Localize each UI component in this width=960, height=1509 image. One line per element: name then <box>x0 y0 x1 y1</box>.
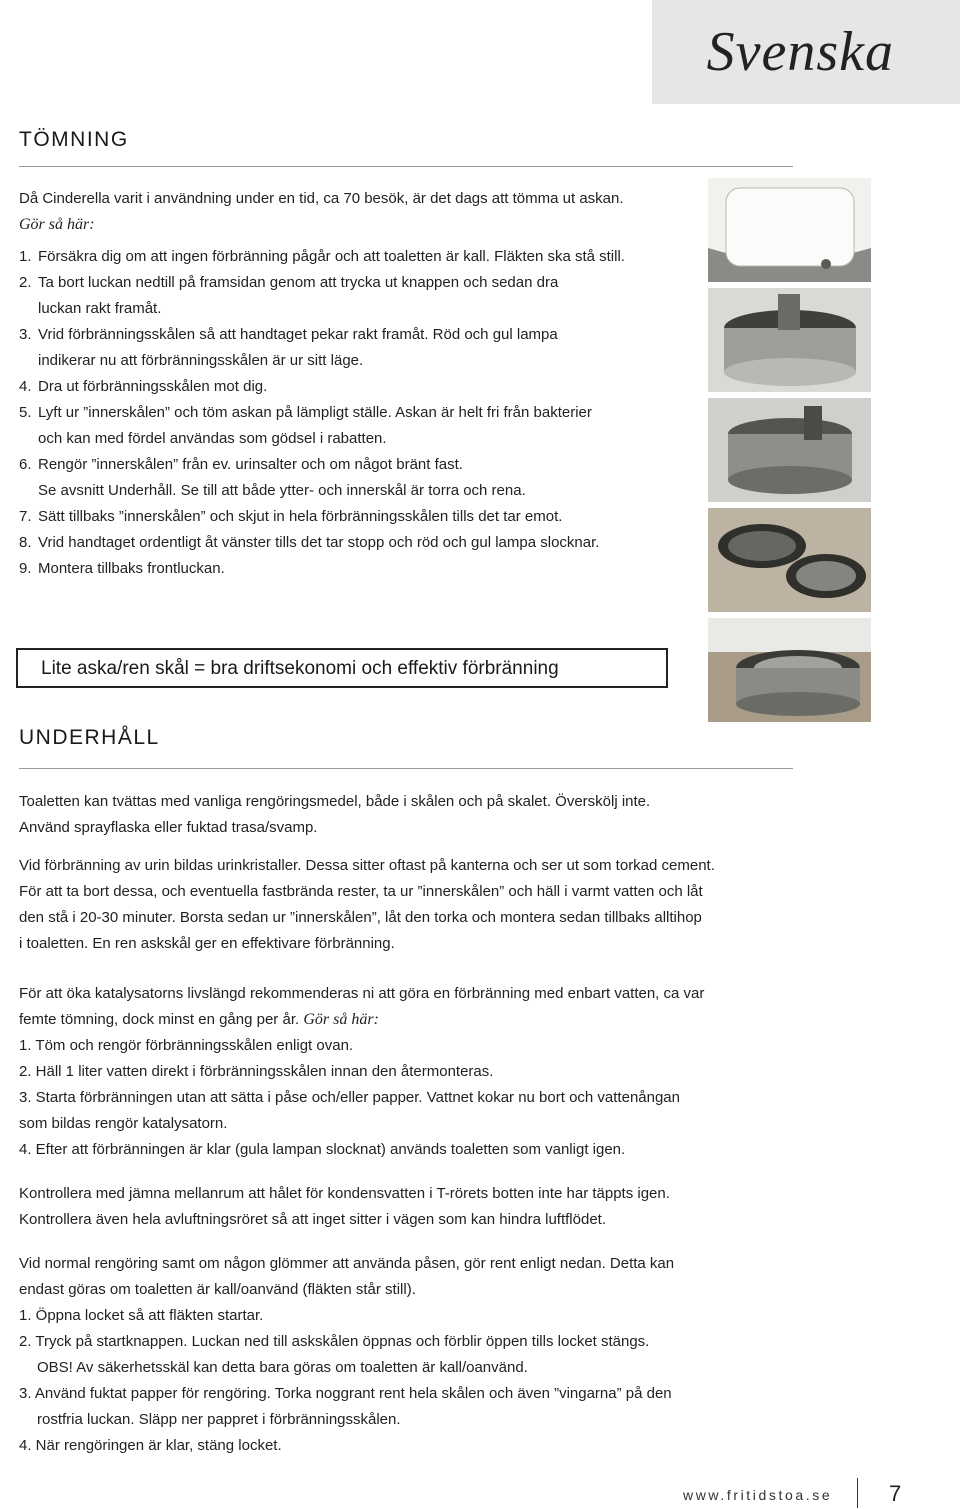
how-to-label: Gör så här: <box>303 1011 379 1028</box>
photo-combustion-bowl <box>708 288 871 392</box>
paragraph-normal-cleaning <box>19 1251 839 1303</box>
step-text: Ta bort luckan nedtill på framsidan genom att trycka ut knappen och sedan dra <box>38 274 559 291</box>
list-item: 2. Tryck på startknappen. Luckan ned till askskålen öppnas och förblir öppen tills locket stängs. <box>19 1333 650 1350</box>
tomning-intro: Då Cinderella varit i användning under en tid, ca 70 besök, är det dags att tömma ut askan. <box>19 190 624 207</box>
step-text: indikerar nu att förbränningsskålen är ur sitt läge. <box>38 352 364 369</box>
text-line: Använd sprayflaska eller fuktad trasa/svamp. <box>19 819 318 836</box>
page-number: 7 <box>889 1481 902 1506</box>
text-line: som bildas rengör katalysatorn. <box>19 1115 228 1132</box>
how-to-label: Gör så här: <box>19 216 95 233</box>
step-text: Vrid förbränningsskålen så att handtaget pekar rakt framåt. Röd och gul lampa <box>38 326 558 343</box>
text-line: Toaletten kan tvättas med vanliga rengöringsmedel, både i skålen och på skalet. Överskölj inte. <box>19 793 651 810</box>
photo-front-hatch <box>708 178 871 282</box>
step-number: 3. <box>19 326 32 343</box>
photo-inner-bowl-lifted <box>708 508 871 612</box>
text-line: Vid normal rengöring samt om någon glömmer att använda påsen, gör rent enligt nedan. Detta kan <box>19 1255 675 1272</box>
tomning-body <box>19 186 699 582</box>
paragraph-catalyst-line1: För att öka katalysatorns livslängd rekommenderas ni att göra en förbränning med enbart vatten, ca var <box>19 985 705 1002</box>
step-number: 6. <box>19 456 32 473</box>
section-title-underhall: UNDERHÅLL <box>19 726 160 749</box>
list-item <box>19 504 699 530</box>
footer-url: www.fritidstoa.se <box>683 1487 833 1503</box>
list-item <box>19 270 699 322</box>
list-item: 3. Använd fuktat papper för rengöring. Torka noggrant rent hela skålen och även ”vingarna” på den <box>19 1385 672 1402</box>
underhall-body <box>19 789 839 1459</box>
list-item: rostfria luckan. Släpp ner pappret i förbränningsskålen. <box>37 1411 401 1428</box>
text-line: 3. Starta förbränningen utan att sätta i påse och/eller papper. Vattnet kokar nu bort och vattenångan <box>19 1089 680 1106</box>
list-item <box>19 452 699 504</box>
language-label: Svenska <box>706 21 894 83</box>
normal-cleaning-steps-list <box>19 1303 839 1459</box>
paragraph-catalyst-line2: femte tömning, dock minst en gång per år. Gör så här: <box>19 1011 379 1028</box>
section-title-tomning: TÖMNING <box>19 128 129 151</box>
footer-divider <box>857 1478 858 1508</box>
step-text: och kan med fördel användas som gödsel i rabatten. <box>38 430 387 447</box>
list-item: 4. När rengöringen är klar, stäng locket. <box>19 1437 282 1454</box>
paragraph-condensation <box>19 1181 839 1233</box>
tomning-steps-list <box>19 244 699 582</box>
list-item: 1. Öppna locket så att fläkten startar. <box>19 1307 264 1324</box>
language-tab <box>652 0 960 104</box>
step-text: Lyft ur ”innerskålen” och töm askan på lämpligt ställe. Askan är helt fri från bakterier <box>38 404 592 421</box>
step-text: Vrid handtaget ordentligt åt vänster tills det tar stopp och röd och gul lampa slocknar. <box>38 534 600 551</box>
step-number: 7. <box>19 508 32 525</box>
text-line: För att ta bort dessa, och eventuella fastbrända rester, ta ur ”innerskålen” och häll i varmt vatten och låt <box>19 883 703 900</box>
step-number: 8. <box>19 534 32 551</box>
photo-bowl-pulled-out <box>708 398 871 502</box>
text-line: 4. Efter att förbränningen är klar (gula lampan slocknat) används toaletten som vanligt igen. <box>19 1141 626 1158</box>
step-number: 4. <box>19 378 32 395</box>
list-item <box>19 322 699 374</box>
step-number: 9. <box>19 560 32 577</box>
step-text: Sätt tillbaks ”innerskålen” och skjut in hela förbränningsskålen tills det tar emot. <box>38 508 563 525</box>
photo-bowl-in-toilet <box>708 618 871 722</box>
text-line: den stå i 20-30 minuter. Borsta sedan ur ”innerskålen”, låt den torka och montera sedan tillbaks alltihop <box>19 909 702 926</box>
list-item <box>19 556 699 582</box>
step-text: luckan rakt framåt. <box>38 300 162 317</box>
text-line: Vid förbränning av urin bildas urinkristaller. Dessa sitter oftast på kanterna och ser ut som torkad cement. <box>19 857 715 874</box>
step-text: Rengör ”innerskålen” från ev. urinsalter och om något bränt fast. <box>38 456 463 473</box>
paragraph-cleaning <box>19 789 839 841</box>
step-number: 5. <box>19 404 32 421</box>
step-text: Montera tillbaks frontluckan. <box>38 560 225 577</box>
step-text: Dra ut förbränningsskålen mot dig. <box>38 378 268 395</box>
step-number: 2. <box>19 274 32 291</box>
list-item: OBS! Av säkerhetsskäl kan detta bara göras om toaletten är kall/oanvänd. <box>37 1359 528 1376</box>
callout-box <box>16 648 668 688</box>
section-divider <box>19 166 793 167</box>
section-divider <box>19 768 793 769</box>
list-item <box>19 244 699 270</box>
step-text: Försäkra dig om att ingen förbränning pågår och att toaletten är kall. Fläkten ska stå still. <box>38 248 625 265</box>
text-line: i toaletten. En ren askskål ger en effektivare förbränning. <box>19 935 395 952</box>
text-line: 1. Töm och rengör förbränningsskålen enligt ovan. <box>19 1037 354 1054</box>
text-line: 2. Häll 1 liter vatten direkt i förbränningsskålen innan den återmonteras. <box>19 1063 494 1080</box>
step-text: Se avsnitt Underhåll. Se till att både ytter- och innerskål är torra och rena. <box>38 482 526 499</box>
step-number: 1. <box>19 248 32 265</box>
callout-text: Lite aska/ren skål = bra driftsekonomi och effektiv förbränning <box>41 658 559 679</box>
paragraph-urine-crystals <box>19 853 839 957</box>
list-item <box>19 530 699 556</box>
text-line: Kontrollera med jämna mellanrum att hålet för kondensvatten i T-rörets botten inte har täppts igen. <box>19 1185 670 1202</box>
catalyst-steps-list <box>19 1033 839 1163</box>
list-item <box>19 374 699 400</box>
text-line: endast göras om toaletten är kall/oanvänd (fläkten står still). <box>19 1281 416 1298</box>
text-line: Kontrollera även hela avluftningsröret så att inget sitter i vägen som kan hindra luftflödet. <box>19 1211 606 1228</box>
list-item <box>19 400 699 452</box>
